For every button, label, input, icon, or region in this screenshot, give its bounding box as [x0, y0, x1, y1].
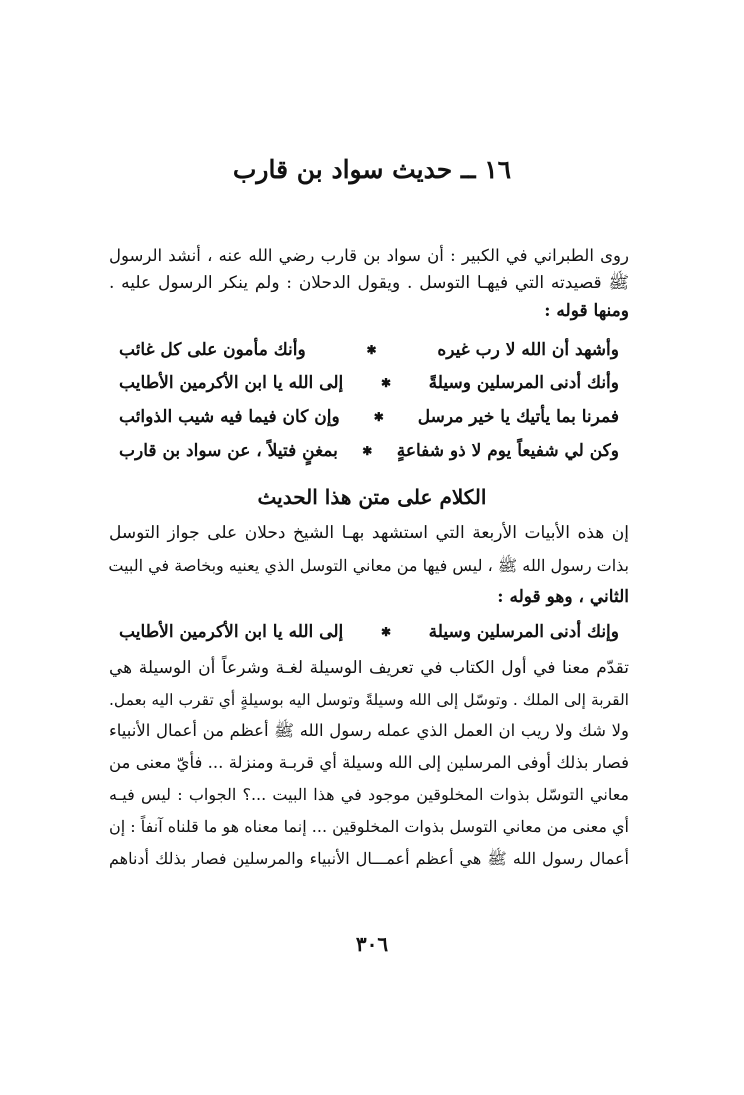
page-number: ٣٠٦: [355, 932, 389, 956]
star-separator-icon: ✱: [380, 625, 391, 639]
poem-verse: [119, 340, 619, 360]
text-line: ومنها قوله :: [544, 301, 629, 321]
verse-first-hemistich: وأشهد أن الله لا رب غيره: [437, 340, 619, 360]
verse-second-hemistich: إلى الله يا ابن الأكرمين الأطايب: [119, 373, 344, 393]
verse-first-hemistich: وكن لي شفيعاً يوم لا ذو شفاعةٍ: [396, 441, 619, 461]
text-line: تقدّم معنا في أول الكتاب في تعريف الوسيلة لغـة وشرعاً أن الوسيلة هي: [109, 658, 629, 678]
verse-first-hemistich: وإنك أدنى المرسلين وسيلة: [428, 622, 619, 642]
star-separator-icon: ✱: [373, 410, 384, 424]
text-line: روى الطبراني في الكبير : أن سواد بن قارب رضي الله عنه ، أنشد الرسول: [109, 246, 629, 265]
star-separator-icon: ✱: [362, 444, 373, 458]
text-line: إن هذه الأبيات الأربعة التي استشهد بهـا الشيخ دحلان على جواز التوسل: [109, 523, 629, 543]
text-line: معاني التوسّل بذوات المخلوقين موجود في هذا البيت ...؟ الجواب : ليس فيـه: [109, 785, 629, 804]
verse-second-hemistich: وإن كان فيما فيه شيب الذوائب: [119, 407, 340, 427]
text-line: الثاني ، وهو قوله :: [497, 587, 629, 607]
text-line: القربة إلى الملك . وتوسّل إلى الله وسيلةً وتوسل اليه بوسيلةٍ أي تقرب اليه بعمل.: [109, 691, 629, 709]
star-separator-icon: ✱: [366, 343, 377, 357]
star-separator-icon: ✱: [380, 376, 391, 390]
quoted-verse: [119, 622, 619, 642]
poem-verse: [119, 407, 619, 427]
verse-first-hemistich: وأنك أدنى المرسلين وسيلةً: [428, 373, 619, 393]
text-line: ولا شك ولا ريب ان العمل الذي عمله رسول الله ﷺ أعظم من أعمال الأنبياء: [109, 721, 629, 740]
text-line: فصار بذلك أوفى المرسلين إلى الله وسيلة أي قربـة ومنزلة ... فأيّ معنى من: [109, 753, 629, 772]
text-line: أعمال رسول الله ﷺ هي أعظم أعمـــال الأنبياء والمرسلين فصار بذلك أدناهم: [109, 849, 629, 868]
poem-verse: [119, 373, 619, 393]
page-title: ١٦ ــ حديث سواد بن قارب: [232, 155, 512, 184]
text-line: ﷺ قصيدته التي فيهـا التوسل . ويقول الدحلان : ولم ينكر الرسول عليه .: [109, 273, 629, 293]
text-line: أي معنى من معاني التوسل بذوات المخلوقين ... إنما معناه هو ما قلناه آنفاً : إن: [109, 817, 629, 836]
verse-second-hemistich: وأنك مأمون على كل غائب: [119, 340, 306, 360]
section-heading: الكلام على متن هذا الحديث: [257, 485, 487, 509]
poem-verse: [119, 441, 619, 461]
verse-second-hemistich: بمغنٍ فتيلاً ، عن سواد بن قارب: [119, 441, 338, 461]
verse-second-hemistich: إلى الله يا ابن الأكرمين الأطايب: [119, 622, 344, 642]
text-line: بذات رسول الله ﷺ ، ليس فيها من معاني التوسل الذي يعنيه وبخاصة في البيت: [108, 556, 629, 575]
verse-first-hemistich: فمرنا بما يأتيك يا خير مرسل: [417, 407, 619, 427]
